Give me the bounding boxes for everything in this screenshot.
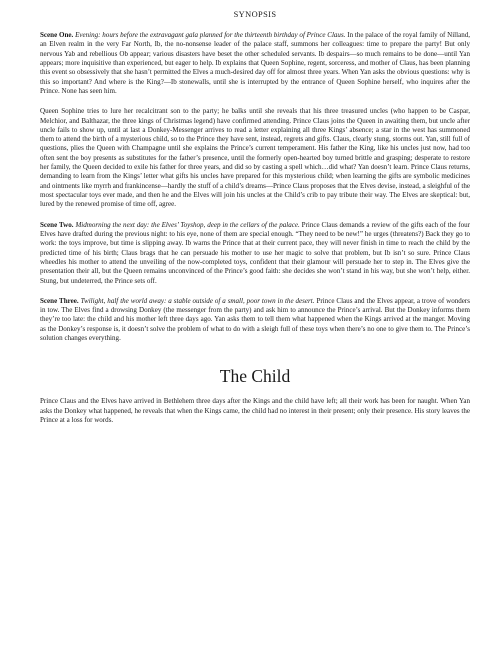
scene-text: Queen Sophine tries to lure her recalcitrant son to the party; he balks until she reveals that his three treasured uncles (who happen to be Caspar, Melchior, and Balthazar, the three kings of Christmas legend) have confirmed attending. Prince Claus joins the Queen in awaiting them, but uncle after uncle fails to show up, until at last a Donkey-Messenger arrives to read a letter explaining all three Kings’ absence; a star in the west has summoned them to attend the birth of a mysterious child, so to the Prince they have sent, instead, regrets and gifts. Claus, clearly stung, storms out. Yan, still full of questions, plies the Queen with Champagne until she explains the Prince’s current temperament. His father the King, like his uncles just now, had too often sent the boy presents as substitutes for the father’s presence, until the formerly open-hearted boy turned brittle and grasping; desperate to restore her family, the Queen decided to exile his father for three years, and did so by casting a spell which…did what? Yan doesn’t learn. Prince Claus returns, demanding to learn from the Kings’ letter what gifts his uncles have prepared for this mysterious child; when learning the gifts are symbolic medicines and ointments like myrrh and frankincense—hardly the stuff of a child’s dreams—Prince Claus proposes that the Elves devise, instead, a sleighful of the most spectacular toys ever made, and then he and the Elves will join his uncles at the Child’s crib to pay tribute their way. The Elves are skeptical: but, lured by the renewed promise of time off, agree.	[40, 107, 471, 209]
synopsis-page	[40, 10, 470, 436]
scene-two-paragraph	[40, 221, 470, 286]
scene-one-continuation-paragraph	[40, 107, 470, 209]
page-heading: SYNOPSIS	[233, 10, 277, 19]
scene-text: Prince Claus demands a review of the gifts each of the four Elves have drafted during the previous night: to his eye, none of them are special enough. “They need to be new!” he urges (threatens?) Back they go to work: the toys improve, but time is slipping away. Ib warns the Prince that at their current pace, they will never finish in time to reach the child by the predicted time of his birth; Claus brags that he can persuade his mother to use her magic to solve that problem, but Ib isn’t so sure. Prince Claus wheedles his mother to attend the unveiling of the now-completed toys, confident that their glamour will persuade her to step in. The Elves give the presentation their all, but the Queen remains unconvinced of the Prince’s good faith: she decides she won’t stand in his way, but she won’t help, either. Stung, but undeterred, the Prince sets off.	[40, 220, 470, 285]
scene-setting: Evening: hours before the extravagant gala planned for the thirteenth birthday of Prince Claus.	[75, 31, 346, 39]
scene-text: In the palace of the royal family of Nilland, an Elven realm in the very Far North, Ib, the no-nonsense leader of the palace staff, summons her colleagues: time to prepare the party! But only nervous Yab and rebellious Ob appear; various disasters have beset the other scheduled servants. Ib despairs—so much remains to be done—until Yan appears; more inquisitive than experienced, but eager to help. Ib explains that Queen Sophine, regent, sorceress, and mother of Claus, has been planning this event so obsessively that she hasn’t permitted the Elves a much-desired day off for almost three years. When Yan asks the obvious questions: why is this so important? And where is the King?—Ib stonewalls, until she is interrupted by the entrance of Queen Sophine herself, who inquires after the Prince. None has seen him.	[40, 31, 471, 95]
section-paragraph: Prince Claus and the Elves have arrived in Bethlehem three days after the Kings and the child have left; all their work has been for naught. When Yan asks the Donkey what happened, he reveals that when the Kings came, the child had no interest in their present; only their presence. His story leaves the Prince at a loss for words.	[40, 397, 470, 424]
scene-label: Scene Two.	[40, 220, 74, 229]
section-title: The Child	[219, 366, 291, 387]
scene-one-paragraph	[40, 31, 470, 96]
scene-text: Prince Claus and the Elves appear, a trove of wonders in tow. The Elves find a drowsing Donkey (the messenger from the party) and ask him to announce the Prince’s arrival. But the Donkey informs them they’re too late: the child and his mother left three days ago. Yan asks them to tell them what happened when the Kings arrived at the manger. Moving as the Donkey’s response is, it doesn’t solve the problem of what to do with a sleigh full of these toys when there’s no one to give them to. The Prince’s solution changes everything.	[40, 296, 470, 343]
scene-label: Scene One.	[40, 31, 74, 39]
scene-label: Scene Three.	[40, 296, 79, 305]
scene-setting: Midmorning the next day: the Elves’ Toyshop, deep in the cellars of the palace.	[75, 220, 300, 229]
scene-three-paragraph	[40, 297, 470, 344]
scene-setting: Twilight, half the world away: a stable outside of a small, poor town in the desert.	[80, 296, 315, 305]
